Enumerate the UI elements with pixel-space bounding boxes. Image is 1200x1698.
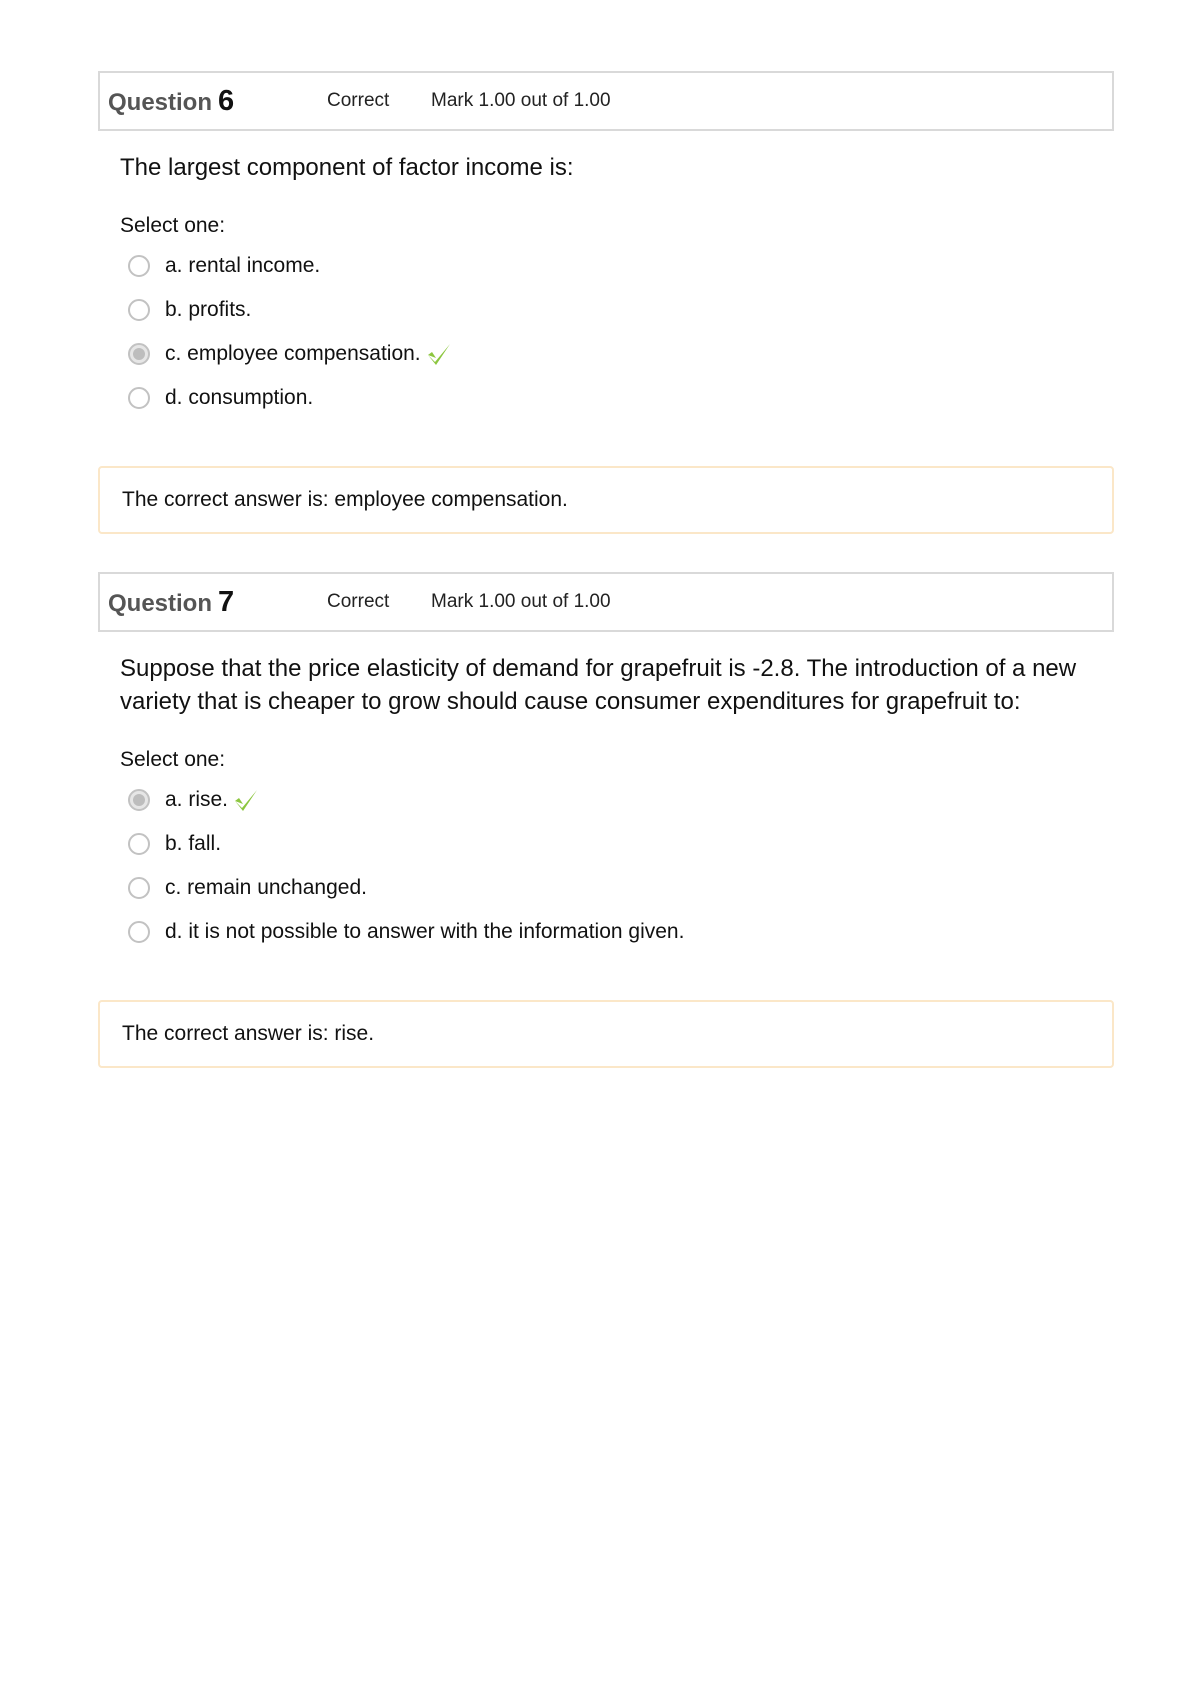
check-icon [232,786,260,814]
question-6 [98,71,1114,534]
answer-list [120,244,1114,420]
answer-label: c. employee compensation. [165,342,421,365]
question-grade: Mark 1.00 out of 1.00 [431,591,611,612]
answer-option-b[interactable] [120,822,1114,866]
check-icon [425,340,453,368]
answer-option-c[interactable] [120,332,1114,376]
answer-label: a. rental income. [165,254,321,277]
radio-button-selected[interactable] [128,343,150,365]
answer-option-a[interactable] [120,778,1114,822]
answer-option-b[interactable] [120,288,1114,332]
radio-button[interactable] [128,387,150,409]
answer-label: a. rise. [165,788,229,811]
question-number: 7 [218,585,235,618]
answer-option-d[interactable] [120,910,1114,954]
question-label: Question [108,589,213,617]
radio-button-selected[interactable] [128,789,150,811]
radio-button[interactable] [128,299,150,321]
question-title [108,586,327,619]
correct-answer-feedback: The correct answer is: rise. [98,1000,1114,1068]
answer-label: b. fall. [165,832,222,855]
radio-button[interactable] [128,921,150,943]
question-header [98,572,1114,632]
answer-label: d. it is not possible to answer with the information given. [165,920,685,943]
question-label: Question [108,88,213,116]
radio-button[interactable] [128,877,150,899]
answer-option-a[interactable] [120,244,1114,288]
answer-list [120,778,1114,954]
answer-label: b. profits. [165,298,252,321]
question-state: Correct [327,591,390,612]
select-one-prompt: Select one: [120,214,226,237]
correct-answer-feedback: The correct answer is: employee compensation. [98,466,1114,534]
answer-label: d. consumption. [165,386,314,409]
question-state: Correct [327,90,390,111]
radio-button[interactable] [128,833,150,855]
quiz-review-page [98,71,1114,1106]
answer-label: c. remain unchanged. [165,876,367,899]
question-number: 6 [218,84,235,117]
question-body [98,131,1114,420]
select-one-prompt: Select one: [120,748,226,771]
question-grade: Mark 1.00 out of 1.00 [431,90,611,111]
question-text: Suppose that the price elasticity of demand for grapefruit is -2.8. The introduction of a new variety that is cheaper to grow should cause consumer expenditures for grapefruit to: [120,655,1077,715]
question-text: The largest component of factor income is: [120,154,574,181]
question-title [108,85,327,118]
answer-option-c[interactable] [120,866,1114,910]
question-header [98,71,1114,131]
radio-button[interactable] [128,255,150,277]
question-7 [98,572,1114,1068]
answer-option-d[interactable] [120,376,1114,420]
question-body [98,632,1114,954]
